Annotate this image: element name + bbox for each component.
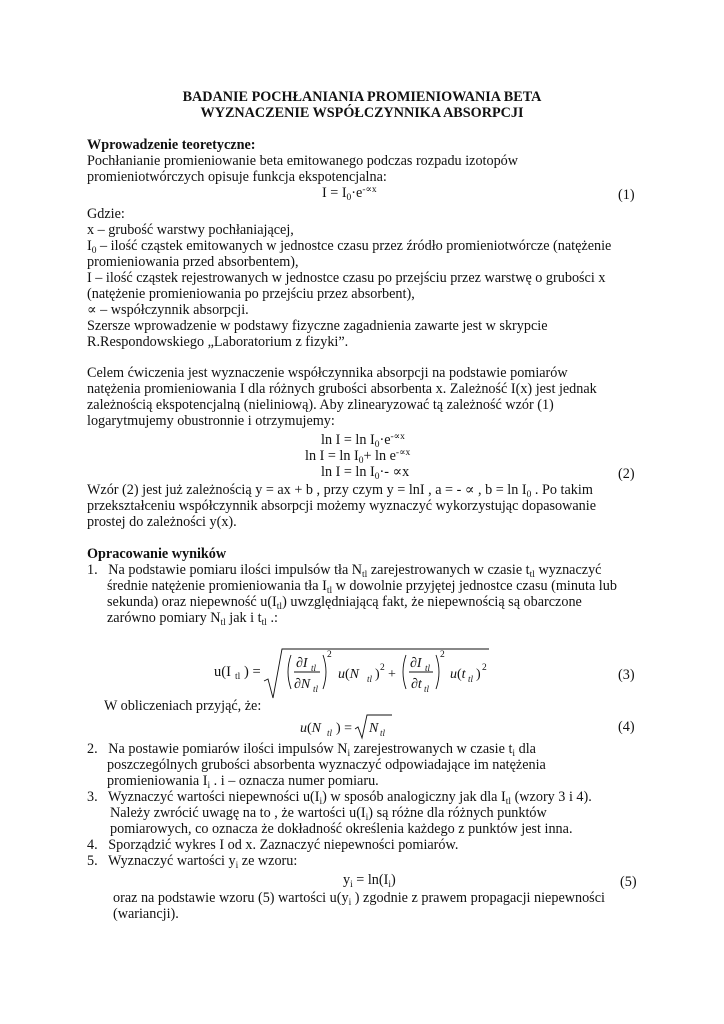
- gdzie-label: Gdzie:: [87, 206, 125, 222]
- results-item-1-l2-text: średnie natężenie promieniowania tła I: [107, 578, 327, 594]
- results-item-2-line: poszczególnych grubości absorbenta wyznaczyć odpowiadające im natężenia: [107, 757, 546, 773]
- results-item-1-l4-text: zarówno pomiary N: [107, 610, 221, 626]
- definition-i0: $I_0$ – ilość cząstek emitowanych w jednostce czasu przez źródło promieniotwórcze (natężenie: [87, 238, 612, 256]
- svg-text:tl: tl: [313, 684, 319, 694]
- equation-5: $y_i = \ln(I_i)$: [343, 872, 396, 890]
- results-item-2: 2. Na postawie pomiarów ilości impulsów $N_i$ zarejestrowanych w czasie $t_i$ dla: [87, 741, 536, 759]
- goal-after-line: Wzór (2) jest już zależnością y = ax + b , przy czym y = lnI , a = - ∝ , $b = \ln I_0$ . Po takim: [87, 482, 593, 500]
- equation-2: $\ln I = \ln I_0\cdot- \propto x$: [321, 464, 410, 482]
- goal-line: natężenia promieniowania I dla różnych grubości absorbenta x. Zależność I(x) jest jednak: [87, 381, 597, 397]
- results-item-5-line: oraz na podstawie wzoru (5) wartości $u(y_i$ ) zgodnie z prawem propagacji niepewności: [113, 890, 605, 908]
- results-item-1-line: sekunda) oraz niepewność $u(I_{tl})$ uwzględniającą fakt, że niepewnością są obarczone: [107, 594, 582, 612]
- definition-i0-cont: promieniowania przed absorbentem),: [87, 254, 299, 270]
- svg-text:tl: tl: [424, 684, 430, 694]
- definition-x: x – grubość warstwy pochłaniającej,: [87, 222, 294, 238]
- definition-i: I – ilość cząstek rejestrowanych w jednostce czasu po przejściu przez warstwę o grubości x: [87, 270, 606, 286]
- svg-text:∂t: ∂t: [411, 677, 422, 692]
- svg-text:u(t: u(t: [450, 667, 466, 682]
- results-item-2-line: promieniowania $I_i$ . i – oznacza numer pomiaru.: [107, 773, 379, 791]
- title-line-1: BADANIE POCHŁANIANIA PROMIENIOWANIA BETA: [182, 89, 542, 105]
- equation-3: [214, 632, 494, 702]
- results-item-4: 4. Sporządzić wykres I od x. Zaznaczyć niepewności pomiarów.: [87, 837, 459, 853]
- svg-text:+: +: [388, 667, 396, 682]
- results-heading: Opracowanie wyników: [87, 546, 227, 562]
- svg-text:2: 2: [440, 650, 445, 660]
- intro-paragraph-line: promieniotwórczych opisuje funkcja ekspotencjalna:: [87, 169, 387, 185]
- svg-text:) =: ) =: [336, 721, 353, 736]
- results-item-1-line: zarówno pomiary $N_{tl}$ jak i $t_{tl}$ .:: [107, 610, 278, 628]
- results-item-4-text: Sporządzić wykres I od x. Zaznaczyć niepewności pomiarów.: [108, 837, 459, 853]
- results-item-1: 1. Na podstawie pomiaru ilości impulsów tła $N_{tl}$ zarejestrowanych w czasie $t_{tl}$ wyznaczyć: [87, 562, 602, 580]
- svg-text:u(I: u(I: [214, 664, 231, 680]
- svg-text:tl: tl: [235, 672, 241, 682]
- intro-heading: Wprowadzenie teoretyczne:: [87, 137, 256, 153]
- equation-4: [300, 712, 400, 742]
- svg-text:∂N: ∂N: [294, 677, 311, 692]
- equation-1: $I = I_0\cdot e^{-\propto x}$: [322, 185, 377, 203]
- svg-text:): ): [476, 667, 481, 682]
- results-item-3: 3. Wyznaczyć wartości niepewności $u(I_i)$ w sposób analogiczny jak dla $I_{tl}$ (wzory 3 i 4).: [87, 789, 592, 807]
- definition-i-cont: (natężenie promieniowania po przejściu przez absorbent),: [87, 286, 415, 302]
- results-item-1-l3-text: sekunda) oraz niepewność u(I: [107, 594, 277, 610]
- svg-text:tl: tl: [311, 663, 317, 673]
- results-item-2-l3-text: promieniowania I: [107, 773, 208, 789]
- svg-text:) =: ) =: [244, 664, 261, 680]
- svg-text:u(N: u(N: [300, 721, 322, 736]
- results-item-3-line: pomiarowych, co oznacza że dokładność określenia każdego z punktów jest inna.: [110, 821, 573, 837]
- equation-3-number: (3): [618, 667, 635, 683]
- equation-4-number: (4): [618, 719, 635, 735]
- goal-after-line: prostej do zależności y(x).: [87, 514, 237, 530]
- goal-line: Celem ćwiczenia jest wyznaczenie współczynnika absorpcji na podstawie pomiarów: [87, 365, 568, 381]
- svg-text:tl: tl: [367, 674, 373, 684]
- definition-i0-text: – ilość cząstek emitowanych w jednostce czasu przez źródło promieniotwórcze (natężenie: [100, 238, 612, 254]
- svg-text:2: 2: [482, 663, 487, 673]
- svg-text:tl: tl: [380, 728, 386, 738]
- intro-paragraph-line: Pochłanianie promieniowanie beta emitowanego podczas rozpadu izotopów: [87, 153, 519, 169]
- svg-text:N: N: [369, 721, 379, 736]
- results-item-2-l1-text: Na postawie pomiarów ilości impulsów N: [108, 741, 348, 757]
- svg-text:tl: tl: [425, 663, 431, 673]
- svg-text:∂I: ∂I: [410, 656, 422, 671]
- equation-5-number: (5): [620, 874, 637, 890]
- w-obliczeniach-label: W obliczeniach przyjąć, że:: [104, 698, 262, 714]
- goal-after-line: przekształceniu współczynnik absorpcji możemy wyznaczyć wykorzystując dopasowanie: [87, 498, 596, 514]
- definition-alpha: ∝ – współczynnik absorpcji.: [87, 302, 249, 318]
- svg-text:): ): [375, 667, 380, 682]
- results-item-3-line: Należy zwrócić uwagę na to , że wartości $u(I_i)$ są różne dla różnych punktów: [110, 805, 547, 823]
- definition-alpha-text: – współczynnik absorpcji.: [100, 302, 249, 318]
- goal-line: zależnością ekspotencjalną (nieliniową). Aby zlinearyzować tą zależność wzór (1): [87, 397, 554, 413]
- title-line-2: WYZNACZENIE WSPÓŁCZYNNIKA ABSORPCJI: [200, 105, 524, 121]
- results-item-5: 5. Wyznaczyć wartości $y_i$ ze wzoru:: [87, 853, 298, 871]
- equation-2-number: (2): [618, 466, 635, 482]
- svg-text:tl: tl: [468, 674, 474, 684]
- intro-reference-line: R.Respondowskiego „Laboratorium z fizyki”.: [87, 334, 349, 350]
- intro-reference-line: Szersze wprowadzenie w podstawy fizyczne zagadnienia zawarte jest w skrypcie: [87, 318, 548, 334]
- equation-1-number: (1): [618, 187, 635, 203]
- goal-line: logarytmujemy obustronnie i otrzymujemy:: [87, 413, 335, 429]
- svg-text:tl: tl: [327, 728, 333, 738]
- svg-text:2: 2: [380, 663, 385, 673]
- svg-text:∂I: ∂I: [296, 656, 308, 671]
- equation-ln-1: $\ln I = \ln I_0\cdot e^{-\propto x}$: [321, 432, 405, 450]
- svg-text:u(N: u(N: [338, 667, 360, 682]
- results-item-5-line: (wariancji).: [113, 906, 179, 922]
- results-item-1-line: średnie natężenie promieniowania tła $I_{tl}$ w dowolnie przyjętej jednostce czasu (minuta lub: [107, 578, 617, 596]
- svg-text:2: 2: [327, 650, 332, 660]
- equation-ln-2: $\ln I = \ln I_0+ \ln e^{-\propto x}$: [305, 448, 411, 466]
